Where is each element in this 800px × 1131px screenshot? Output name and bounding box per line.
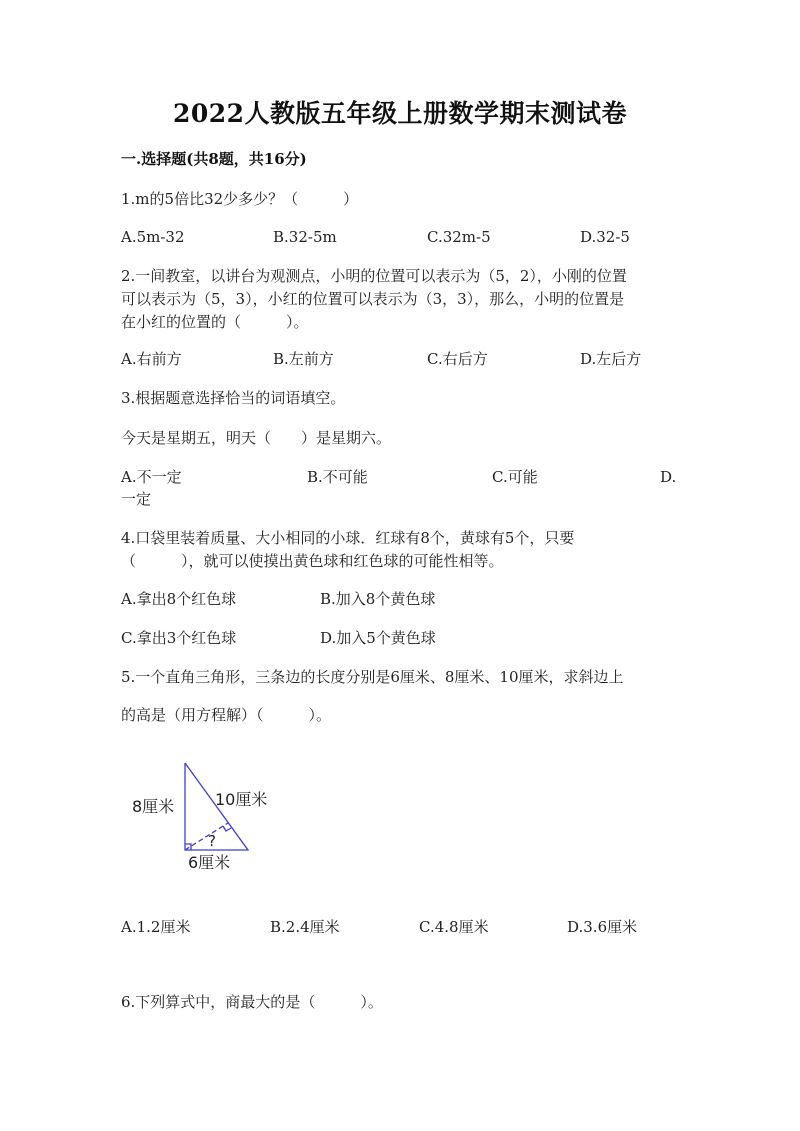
question-5-stem-line-2: 的高是（用方程解）（ ）。: [121, 706, 332, 724]
question-2-stem-line-3: 在小红的位置的（ ）。: [121, 313, 309, 331]
page-title: 2022人教版五年级上册数学期末测试卷: [172, 99, 628, 128]
q3-option-c: C.可能: [492, 468, 538, 486]
label-unknown: ?: [208, 832, 216, 850]
question-5-stem-line-1: 5.一个直角三角形，三条边的长度分别是6厘米、8厘米、10厘米，求斜边上: [121, 668, 624, 686]
q2-option-a: A.右前方: [121, 350, 182, 368]
question-6-stem: 6.下列算式中，商最大的是（ ）。: [121, 993, 383, 1011]
q5-option-b: B.2.4厘米: [270, 918, 340, 936]
label-hypotenuse: 10厘米: [215, 790, 268, 809]
q3-option-d-text: 一定: [121, 490, 152, 508]
q5-option-c: C.4.8厘米: [419, 918, 489, 936]
q1-option-a: A.5m-32: [121, 228, 185, 246]
q2-option-b: B.左前方: [273, 350, 334, 368]
q3-option-d-label: D.: [660, 468, 677, 486]
foot-right-angle-marker: [223, 826, 231, 831]
question-1-stem: 1.m的5倍比32少多少？（ ）: [121, 190, 359, 208]
question-3-stem-line-2: 今天是星期五，明天（ ）是星期六。: [121, 429, 392, 447]
q2-option-c: C.右后方: [427, 350, 488, 368]
question-4-stem-line-2: （ ），就可以使摸出黄色球和红色球的可能性相等。: [121, 552, 504, 570]
question-4-stem-line-1: 4.口袋里装着质量、大小相同的小球．红球有8个，黄球有5个，只要: [121, 529, 575, 547]
q5-option-d: D.3.6厘米: [567, 918, 638, 936]
q1-option-d: D.32-5: [580, 228, 630, 246]
q4-option-b: B.加入8个黄色球: [320, 590, 436, 608]
q1-option-c: C.32m-5: [427, 228, 491, 246]
q3-option-a: A.不一定: [121, 468, 182, 486]
q4-option-c: C.拿出3个红色球: [121, 629, 237, 647]
q4-option-a: A.拿出8个红色球: [121, 590, 237, 608]
label-side-bottom: 6厘米: [188, 853, 231, 872]
section-heading: 一.选择题(共8题，共16分): [121, 150, 307, 168]
question-3-stem-line-1: 3.根据题意选择恰当的词语填空。: [121, 389, 346, 407]
right-triangle-figure: [120, 750, 300, 880]
label-side-left: 8厘米: [132, 797, 175, 816]
question-2-stem-line-1: 2.一间教室，以讲台为观测点，小明的位置可以表示为（5，2），小刚的位置: [121, 267, 627, 285]
q2-option-d: D.左后方: [580, 350, 642, 368]
q4-option-d: D.加入5个黄色球: [320, 629, 436, 647]
q5-option-a: A.1.2厘米: [121, 918, 191, 936]
q1-option-b: B.32-5m: [273, 228, 337, 246]
question-2-stem-line-2: 可以表示为（5，3），小红的位置可以表示为（3，3），那么，小明的位置是: [121, 290, 625, 308]
q3-option-b: B.不可能: [307, 468, 368, 486]
